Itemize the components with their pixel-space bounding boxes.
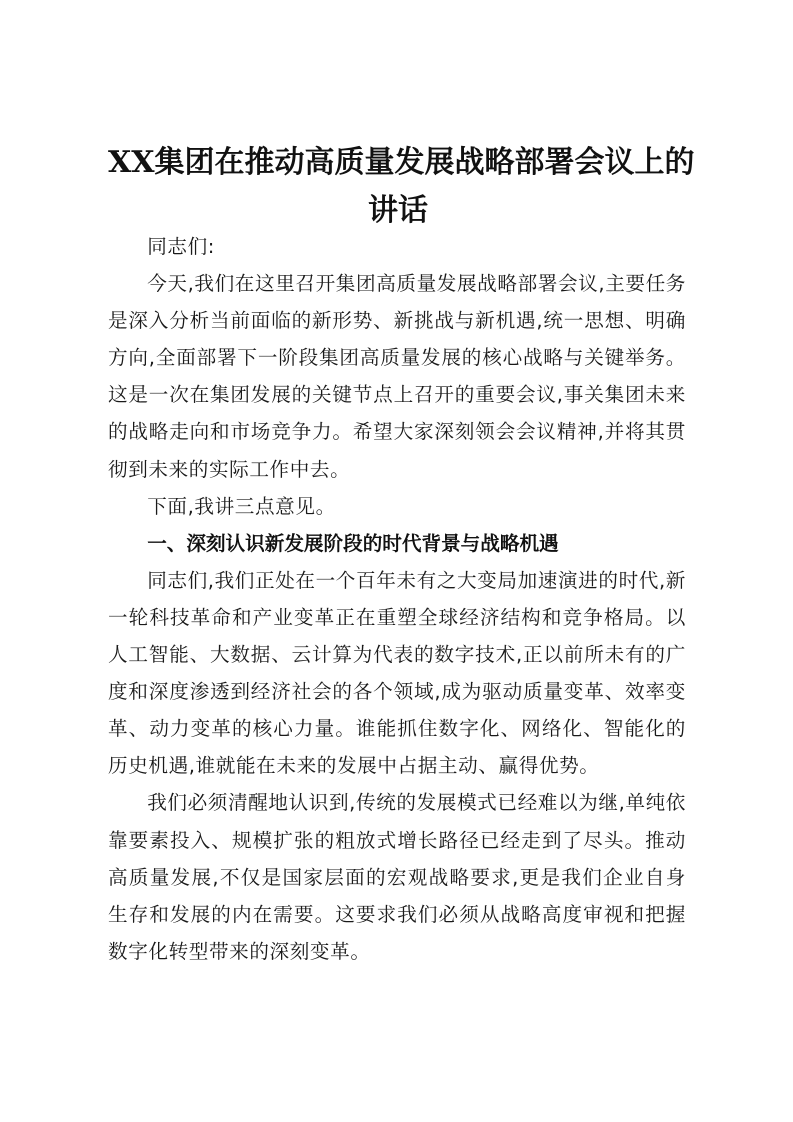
section-1-heading: 一、深刻认识新发展阶段的时代背景与战略机遇 [147,531,559,555]
salutation: 同志们: [147,235,215,258]
section-1-paragraph-1: 同志们,我们正处在一个百年未有之大变局加速演进的时代,新一轮科技革命和产业变革正在重塑全球经济结构和竞争格局。以人工智能、大数据、云计算为代表的数字技术,正以前所未有的广度和深度渗透到经济社会的各个领域,成为驱动质量变革、效率变革、动力变革的核心力量。谁能抓住数字化、网络化、智能化的历史机遇,谁就能在未来的发展中占据主动、赢得优势。 [108,568,686,778]
document-body [108,228,686,970]
transition-paragraph: 下面,我讲三点意见。 [147,494,336,518]
opening-paragraph: 今天,我们在这里召开集团高质量发展战略部署会议,主要任务是深入分析当前面临的新形势、新挑战与新机遇,统一思想、明确方向,全面部署下一阶段集团高质量发展的核心战略与关键举务。这是一次在集团发展的关键节点上召开的重要会议,事关集团未来的战略走向和市场竞争力。希望大家深刻领会会议精神,并将其贯彻到未来的实际工作中去。 [108,272,686,481]
section-1-paragraph-2: 我们必须清醒地认识到,传统的发展模式已经难以为继,单纯依靠要素投入、规模扩张的粗放式增长路径已经走到了尽头。推动高质量发展,不仅是国家层面的宏观战略要求,更是我们企业自身生存和发展的内在需要。这要求我们必须从战略高度审视和把握数字化转型带来的深刻变革。 [108,791,686,963]
document-title-line-2: 讲话 [368,193,428,228]
document-title-line-1: XX集团在推动高质量发展战略部署会议上的 [108,145,695,180]
